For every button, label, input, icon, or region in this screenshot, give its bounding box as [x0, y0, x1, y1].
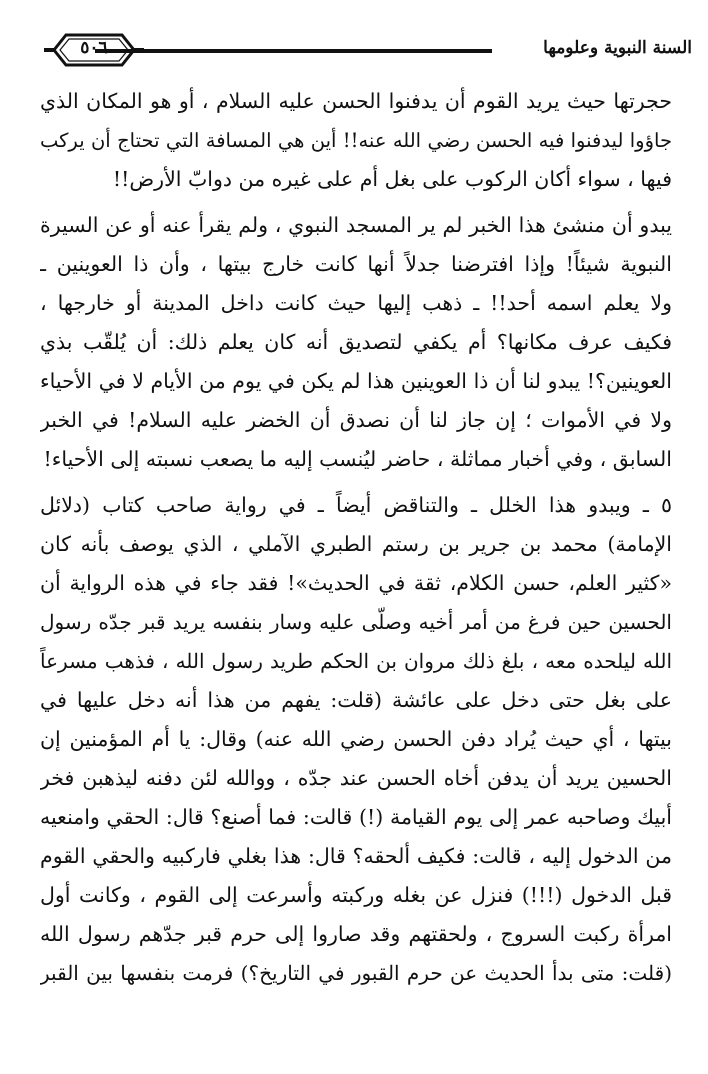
paragraph-1	[40, 82, 672, 199]
text-line: فيها ، سواء أكان الركوب على بغل أم على غيره من دوابّ الأرض!!	[112, 167, 672, 191]
text-line: الإمامة) محمد بن جرير بن رستم الطبري الآملي ، الذي يوصف بأنه كان	[40, 532, 672, 556]
text-line: على بغل حتى دخل على عائشة (قلت: يفهم من هذا أنه دخل عليها في	[40, 688, 672, 712]
text-line: امرأة ركبت السروج ، ولحقتهم وقد صاروا إلى حرم قبر جدّهم رسول الله	[40, 922, 672, 946]
text-line: النبوية شيئاً! وإذا افترضنا جدلاً أنها كانت خارج بيتها ، وأن ذا العوينين ـ	[40, 252, 672, 276]
text-line: العوينين؟! يبدو لنا أن ذا العوينين هذا لم يكن في يوم من الأيام لا في الأحياء	[40, 369, 672, 393]
text-line: بيتها ، أي حيث يُراد دفن الحسن رضي الله عنه) وقال: يا أم المؤمنين إن	[40, 727, 672, 751]
text-line: قبل الدخول (!!!) فنزل عن بغله وركبته وأسرعت إلى القوم ، وكانت أول	[40, 883, 672, 907]
paragraph-3	[40, 486, 672, 993]
text-line: الحسين حين فرغ من أمر أخيه وصلّى عليه وسار بنفسه يريد قبر جدّه رسول	[40, 610, 672, 634]
text-line: من الدخول إليه ، قالت: فكيف ألحقه؟ قال: هذا بغلي فاركبيه والحقي القوم	[40, 844, 672, 868]
text-line: الله ليلحده معه ، بلغ ذلك مروان بن الحكم طريد رسول الله ، فذهب مسرعاً	[40, 649, 672, 673]
text-line: أبيك وصاحبه عمر إلى يوم القيامة (!) قالت: فما أصنع؟ قال: الحقي وامنعيه	[40, 805, 672, 829]
text-line: يبدو أن منشئ هذا الخبر لم ير المسجد النبوي ، ولم يقرأ عنه أو عن السيرة	[40, 213, 672, 237]
text-line: السابق ، وفي أخبار مماثلة ، حاضر ليُنسب إليه ما يصعب نسبته إلى الأحياء!	[43, 447, 672, 471]
page-number-frame	[44, 32, 144, 68]
paragraph-2	[40, 206, 672, 479]
page-body	[40, 82, 672, 993]
text-line: الحسين يريد أن يدفن أخاه الحسن عند جدّه ، ووالله لئن دفنه ليذهبن فخر	[40, 766, 672, 790]
text-line: ٥ ـ ويبدو هذا الخلل ـ والتناقض أيضاً ـ في رواية صاحب كتاب (دلائل	[40, 493, 672, 517]
text-line: «كثير العلم، حسن الكلام، ثقة في الحديث»! فقد جاء في هذه الرواية أن	[40, 571, 672, 595]
text-line: جاؤوا ليدفنوا فيه الحسن رضي الله عنه!! أين هي المسافة التي تحتاج أن يركب	[40, 129, 672, 152]
text-line: حجرتها حيث يريد القوم أن يدفنوا الحسن عليه السلام ، أو هو المكان الذي	[40, 89, 672, 113]
running-title: السنة النبوية وعلومها	[543, 38, 692, 58]
text-line: (قلت: متى بدأ الحديث عن حرم القبور في التاريخ؟) فرمت بنفسها بين القبر	[40, 961, 672, 985]
page-header	[20, 28, 692, 72]
text-line: ولا في الأموات ؛ إن جاز لنا أن نصدق أن الخضر عليه السلام! في الخبر	[40, 408, 672, 432]
text-line: ولا يعلم اسمه أحد!! ـ ذهب إليها حيث كانت داخل المدينة أو خارجها ،	[40, 291, 672, 315]
text-line: فكيف عرف مكانها؟ أم يكفي لتصديق أنه كان يعلم ذلك: أن يُلقّب بذي	[40, 330, 672, 354]
header-rule	[95, 49, 492, 53]
page-number: ٥٠٦	[80, 38, 108, 58]
